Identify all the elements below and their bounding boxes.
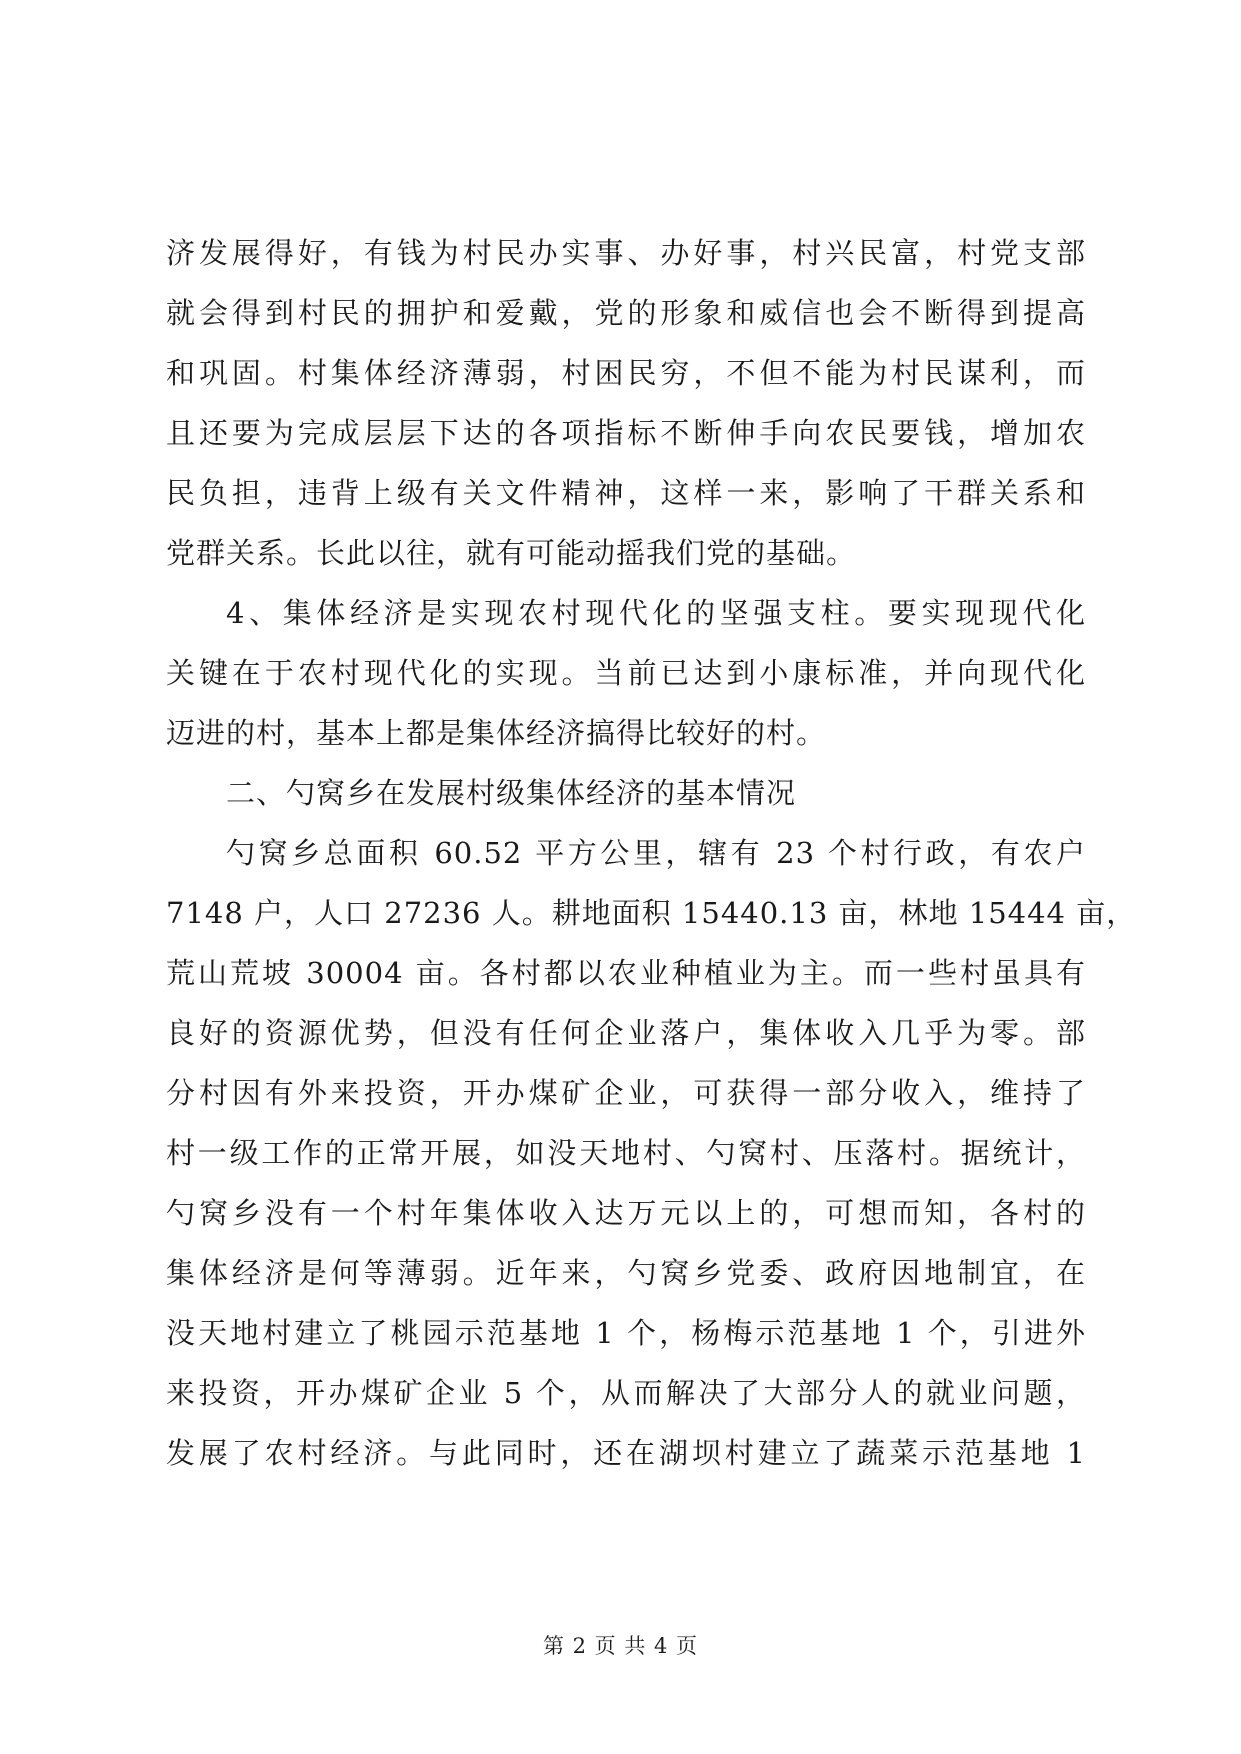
document-body	[166, 223, 1137, 1483]
text-line: 发展了农村经济。与此同时，还在湖坝村建立了蔬菜示范基地 1	[166, 1436, 1086, 1470]
text-line: 分村因有外来投资，开办煤矿企业，可获得一部分收入，维持了	[166, 1076, 1086, 1110]
text-line: 和巩固。村集体经济薄弱，村困民穷，不但不能为村民谋利，而	[166, 356, 1086, 390]
text-line: 村一级工作的正常开展，如没天地村、勺窝村、压落村。据统计，	[166, 1136, 1086, 1170]
text-line: 关键在于农村现代化的实现。当前已达到小康标准，并向现代化	[166, 656, 1086, 690]
text-line: 民负担，违背上级有关文件精神，这样一来，影响了干群关系和	[166, 476, 1086, 510]
text-line: 4、集体经济是实现农村现代化的坚强支柱。要实现现代化	[226, 596, 1086, 630]
text-line: 荒山荒坡 30004 亩。各村都以农业种植业为主。而一些村虽具有	[166, 956, 1086, 990]
text-line: 勺窝乡总面积 60.52 平方公里，辖有 23 个村行政，有农户	[226, 836, 1086, 870]
text-line: 来投资，开办煤矿企业 5 个，从而解决了大部分人的就业问题，	[166, 1376, 1086, 1410]
text-line: 济发展得好，有钱为村民办实事、办好事，村兴民富，村党支部	[166, 236, 1086, 270]
text-line: 没天地村建立了桃园示范基地 1 个，杨梅示范基地 1 个，引进外	[166, 1316, 1086, 1350]
page-footer: 第 2 页 共 4 页	[542, 1634, 699, 1658]
text-line: 且还要为完成层层下达的各项指标不断伸手向农民要钱，增加农	[166, 416, 1086, 450]
text-line: 迈进的村，基本上都是集体经济搞得比较好的村。	[166, 716, 827, 750]
text-line: 勺窝乡没有一个村年集体收入达万元以上的，可想而知，各村的	[166, 1196, 1086, 1230]
section-heading: 二、勺窝乡在发展村级集体经济的基本情况	[226, 776, 797, 810]
text-line: 7148 户，人口 27236 人。耕地面积 15440.13 亩，林地 15444 亩，	[166, 896, 1137, 930]
text-line: 集体经济是何等薄弱。近年来，勺窝乡党委、政府因地制宜，在	[166, 1256, 1086, 1290]
text-line: 就会得到村民的拥护和爱戴，党的形象和威信也会不断得到提高	[166, 296, 1086, 330]
text-line: 良好的资源优势，但没有任何企业落户，集体收入几乎为零。部	[166, 1016, 1086, 1050]
text-line: 党群关系。长此以往，就有可能动摇我们党的基础。	[166, 536, 857, 570]
